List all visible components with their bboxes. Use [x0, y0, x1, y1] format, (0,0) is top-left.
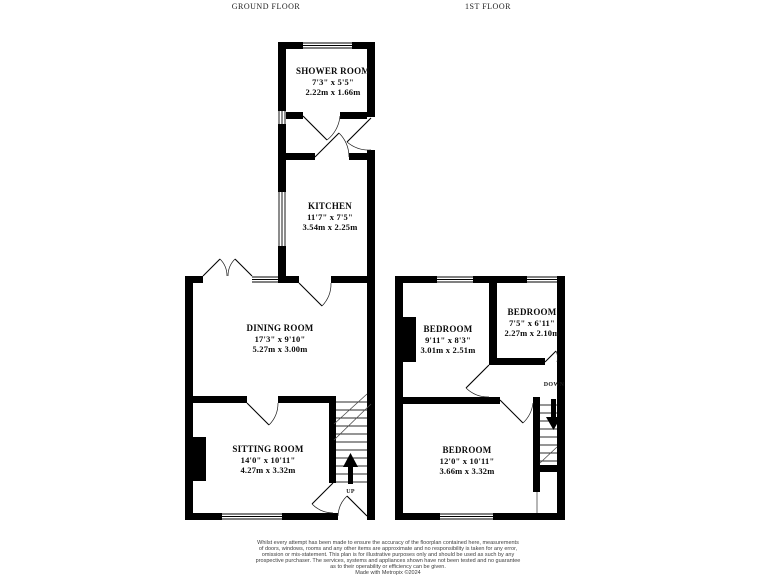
room-name: KITCHEN: [308, 201, 352, 211]
room-size-metric: 3.54m x 2.25m: [302, 222, 358, 232]
room-label-bedroom-right: [448, 307, 616, 339]
room-label-kitchen: [245, 201, 415, 233]
disclaimer-line: as to their operability or efficiency can be given.: [330, 563, 446, 570]
room-name: BEDROOM: [507, 307, 557, 317]
stairs-down-label: DOWN: [543, 382, 565, 388]
made-with-credit: Made with Metropix ©2024: [355, 569, 421, 576]
room-size-imperial: 17'3" x 9'10": [254, 333, 306, 344]
room-size-metric: 3.66m x 3.32m: [439, 466, 495, 476]
room-name: SHOWER ROOM: [296, 66, 370, 76]
room-size-imperial: 9'11" x 8'3": [425, 334, 471, 345]
disclaimer-line: of doors, windows, rooms and any other items are approximate and no responsibility is taken for any error,: [258, 545, 518, 552]
room-label-shower-room: [248, 66, 418, 98]
room-name: BEDROOM: [442, 445, 492, 455]
stairs-up-label: UP: [346, 489, 355, 495]
disclaimer-line: omission or mis-statement. This plan is for illustrative purposes only and should be used as such by any: [261, 551, 515, 558]
disclaimer-line: Whilst every attempt has been made to ensure the accuracy of the floorplan contained here, measurements: [257, 540, 519, 546]
room-size-imperial: 7'3" x 5'5": [312, 76, 354, 87]
room-size-metric: 2.22m x 1.66m: [305, 87, 361, 97]
room-size-metric: 2.27m x 2.10m: [504, 328, 560, 338]
room-name: BEDROOM: [423, 324, 473, 334]
room-size-metric: 4.27m x 3.32m: [240, 465, 296, 475]
disclaimer-line: prospective purchaser. The services, systems and appliances shown have not been tested and no guarantee: [255, 557, 521, 564]
room-size-imperial: 12'0" x 10'11": [439, 455, 495, 466]
room-size-imperial: 11'7" x 7'5": [307, 211, 353, 222]
room-label-sitting-room: [183, 444, 353, 476]
room-label-bedroom-large: [382, 445, 552, 477]
room-size-imperial: 14'0" x 10'11": [240, 454, 296, 465]
first-floor-title: 1ST FLOOR: [465, 2, 511, 11]
room-size-imperial: 7'5" x 6'11": [509, 317, 555, 328]
room-name: SITTING ROOM: [232, 444, 304, 454]
room-size-metric: 3.01m x 2.51m: [420, 345, 476, 355]
room-label-dining-room: [195, 323, 365, 355]
room-name: DINING ROOM: [246, 323, 314, 333]
room-size-metric: 5.27m x 3.00m: [252, 344, 308, 354]
ground-floor-title: GROUND FLOOR: [231, 2, 301, 11]
disclaimer-text: [238, 541, 538, 576]
